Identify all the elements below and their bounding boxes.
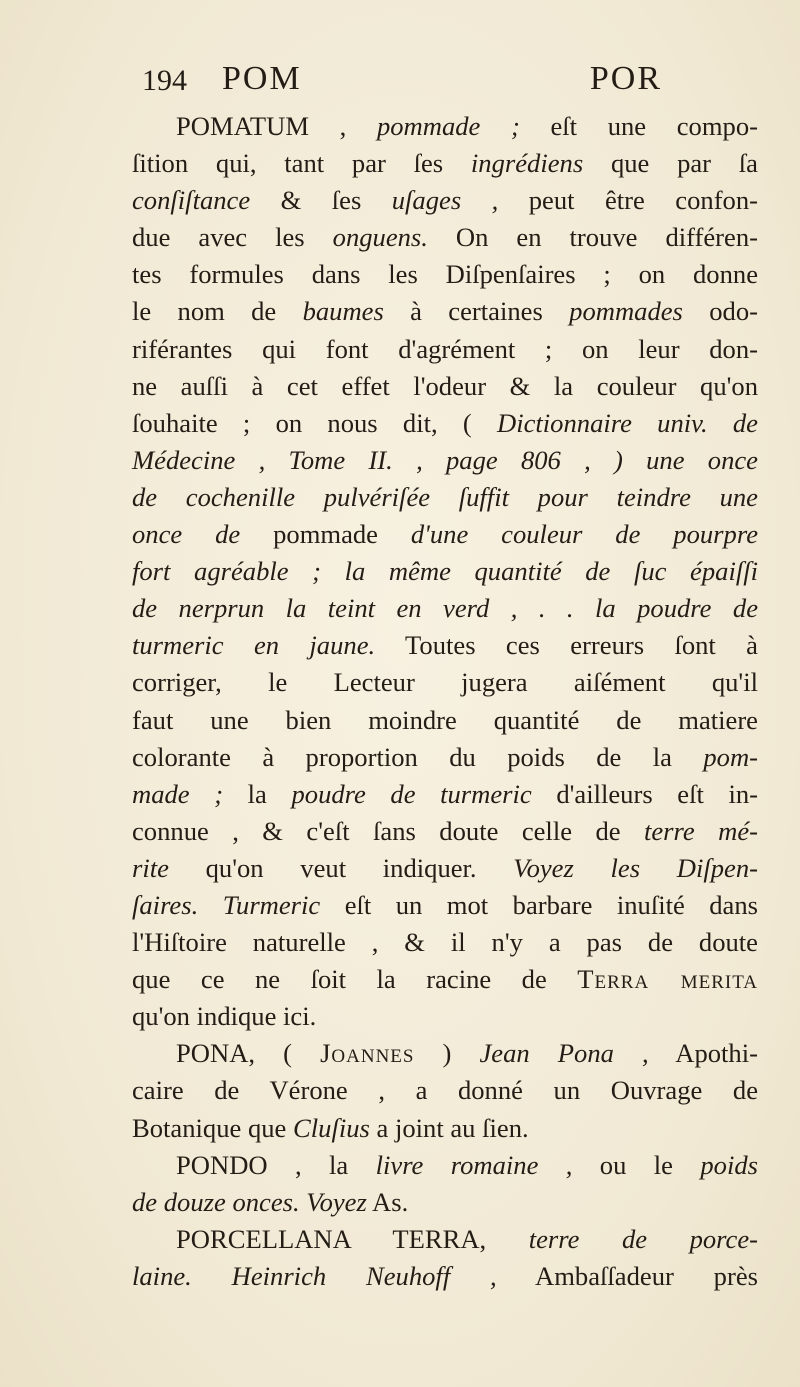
text-span: colorante à proportion du poids de la — [132, 741, 704, 772]
text-line — [132, 145, 758, 182]
entry-pona — [132, 1035, 758, 1146]
text-span: pommade ; — [376, 111, 520, 141]
headword-pomatum: POMATUM , — [176, 111, 377, 141]
text-span: ingrédiens — [470, 148, 584, 179]
text-line — [132, 850, 758, 887]
text-span: a joint au ſien. — [369, 1112, 529, 1143]
text-line: ne auſſi à cet effet l'odeur & la couleur qu'on — [132, 370, 758, 401]
text-span: On en trouve différen- — [427, 222, 758, 253]
text-span: connue , & c'eſt ſans doute celle de — [132, 815, 644, 846]
text-span: à certaines — [383, 296, 570, 327]
text-line: de nerprun la teint en verd , . . la poudre de — [132, 593, 758, 624]
left-heading: POM — [222, 60, 302, 97]
text-line — [132, 1035, 758, 1072]
text-line — [132, 739, 758, 776]
text-span: ) — [414, 1038, 480, 1069]
text-span: d'une couleur de pourpre — [377, 519, 758, 550]
right-heading: POR — [589, 60, 662, 97]
headword-porcellana: PORCELLANA TERRA, — [176, 1223, 529, 1254]
entry-porcellana — [132, 1221, 758, 1295]
text-span: Voyez les Diſpen- — [513, 852, 758, 883]
text-span: eſt une compo- — [519, 111, 758, 141]
text-span: Toutes ces erreurs ſont à — [375, 630, 758, 661]
text-span: laine. Heinrich Neuhoff , — [132, 1260, 497, 1291]
text-span: Cluſius — [293, 1112, 370, 1143]
text-line — [132, 405, 758, 442]
text-line — [132, 108, 758, 145]
text-span: made ; — [132, 778, 224, 809]
text-line: qu'on indique ici. — [132, 1001, 317, 1032]
text-span: conſiſtance — [132, 185, 251, 216]
text-line: caire de Vérone , a donné un Ouvrage de — [132, 1075, 758, 1106]
page-number: 194 — [142, 64, 187, 97]
text-line — [132, 182, 758, 219]
text-span: qu'on veut indiquer. — [168, 852, 514, 883]
headword-pondo: PONDO , la — [176, 1149, 376, 1180]
text-span: le nom de — [132, 296, 303, 327]
text-line: corriger, le Lecteur jugera aiſément qu'il — [132, 667, 758, 698]
text-span: Botanique que — [132, 1112, 294, 1143]
headword-pona: PONA, ( — [176, 1038, 321, 1069]
text-line — [132, 516, 758, 553]
entry-pondo — [132, 1147, 758, 1221]
text-span: once de — [132, 519, 274, 550]
text-span: uſages , — [391, 185, 499, 216]
text-line: l'Hiſtoire naturelle , & il n'y a pas de doute — [132, 927, 758, 958]
text-line — [132, 1110, 758, 1147]
text-span: pom- — [703, 741, 758, 772]
text-span: que ce ne ſoit la racine de — [132, 964, 578, 995]
text-line — [132, 1184, 758, 1221]
text-line: riférantes qui font d'agrément ; on leur don- — [132, 333, 758, 364]
text-span: peut être confon- — [498, 185, 758, 216]
text-line — [132, 776, 758, 813]
text-line — [132, 1258, 758, 1295]
text-span: turmeric en jaune. — [132, 630, 376, 661]
text-span: Dictionnaire univ. de — [497, 407, 758, 438]
text-span: Ambaſſadeur près — [496, 1260, 758, 1291]
text-span: de douze onces. Voyez — [132, 1186, 367, 1217]
entry-pomatum — [132, 108, 758, 1035]
text-line: tes formules dans les Diſpenſaires ; on donne — [132, 259, 758, 290]
text-span: que par ſa — [583, 148, 758, 179]
text-span: baumes — [302, 296, 384, 327]
text-span: & ſes — [250, 185, 392, 216]
text-line: Médecine , Tome II. , page 806 , ) une once — [132, 444, 758, 475]
text-line — [132, 1147, 758, 1184]
text-line — [132, 219, 758, 256]
text-span: la — [223, 778, 292, 809]
text-span: Jean Pona , — [479, 1038, 649, 1069]
text-span: terre mé- — [643, 815, 758, 846]
text-line — [132, 813, 758, 850]
text-span: As. — [366, 1186, 409, 1217]
body-text — [132, 108, 758, 1295]
text-span: eſt un mot barbare inuſité dans — [320, 889, 759, 920]
text-span: Joannes — [320, 1038, 415, 1069]
text-span: d'ailleurs eſt in- — [531, 778, 759, 809]
text-line — [132, 1221, 758, 1258]
text-span: ſaires. Turmeric — [132, 889, 321, 920]
text-span: onguens. — [332, 222, 428, 253]
text-span: pommade — [273, 519, 378, 550]
text-span: poudre de turmeric — [291, 778, 532, 809]
text-span: Terra merita — [577, 964, 758, 995]
text-span: ſition qui, tant par ſes — [132, 148, 471, 179]
text-span: rite — [132, 852, 169, 883]
text-span: odo- — [682, 296, 758, 327]
text-line — [132, 627, 758, 664]
text-line: fort agréable ; la même quantité de ſuc épaiſſi — [132, 556, 758, 587]
text-span: poids — [700, 1149, 758, 1180]
text-line: faut une bien moindre quantité de matiere — [132, 704, 758, 735]
text-span: livre romaine , — [375, 1149, 573, 1180]
running-header — [142, 60, 662, 106]
text-line — [132, 887, 758, 924]
text-span: terre de porce- — [528, 1223, 758, 1254]
text-span: pommades — [569, 296, 683, 327]
text-span: Apothi- — [648, 1038, 758, 1069]
text-span: ſouhaite ; on nous dit, ( — [132, 407, 497, 438]
text-line: de cochenille pulvériſée ſuffit pour teindre une — [132, 481, 758, 512]
text-line — [132, 293, 758, 330]
text-span: ou le — [572, 1149, 701, 1180]
text-span: due avec les — [132, 222, 333, 253]
text-line — [132, 961, 758, 998]
